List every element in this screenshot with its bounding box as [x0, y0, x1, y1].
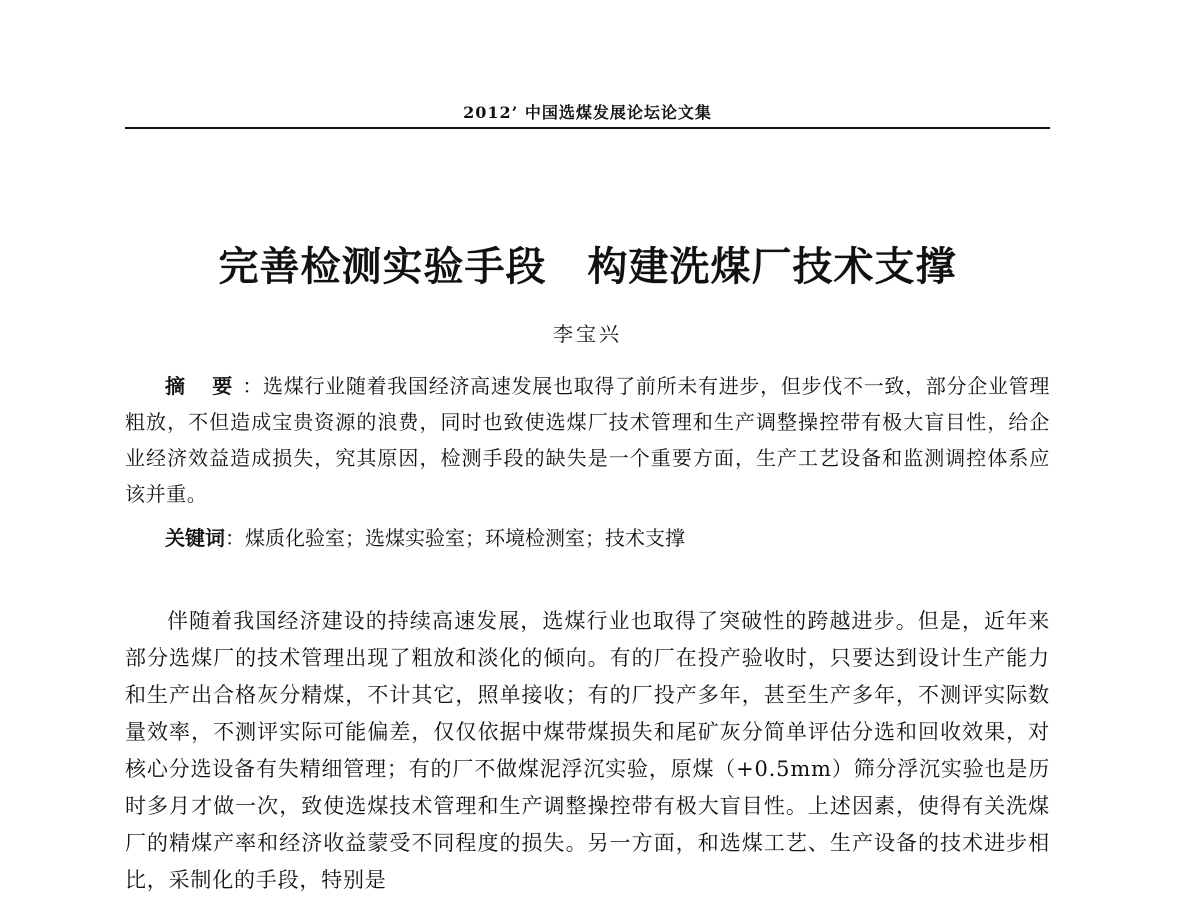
keywords-text: ：煤质化验室；选煤实验室；环境检测室；技术支撑: [225, 526, 685, 550]
abstract-label: 摘 要: [165, 374, 243, 398]
abstract-text: ：选煤行业随着我国经济高速发展也取得了前所未有进步，但步伐不一致，部分企业管理粗放，不但造成宝贵资源的浪费，同时也致使选煤厂技术管理和生产调整操控带有极大盲目性，给企业经济效益造成损失，究其原因，检测手段的缺失是一个重要方面，生产工艺设备和监测调控体系应该并重。: [125, 374, 1050, 506]
body-paragraph: 伴随着我国经济建设的持续高速发展，选煤行业也取得了突破性的跨越进步。但是，近年来部分选煤厂的技术管理出现了粗放和淡化的倾向。有的厂在投产验收时，只要达到设计生产能力和生产出合格灰分精煤，不计其它，照单接收；有的厂投产多年，甚至生产多年，不测评实际数量效率，不测评实际可能偏差，仅仅依据中煤带煤损失和尾矿灰分简单评估分选和回收效果，对核心分选设备有失精细管理；有的厂不做煤泥浮沉实验，原煤（+0.5mm）筛分浮沉实验也是历时多月才做一次，致使选煤技术管理和生产调整操控带有极大盲目性。上述因素，使得有关洗煤厂的精煤产率和经济收益蒙受不同程度的损失。另一方面，和选煤工艺、生产设备的技术进步相比，采制化的手段，特别是: [125, 609, 1050, 892]
header-rule: [125, 127, 1050, 129]
abstract: [125, 368, 1050, 512]
author-name: 李宝兴: [553, 322, 622, 346]
page-title: 完善检测实验手段 构建洗煤厂技术支撑: [218, 244, 957, 290]
running-header: 2012’ 中国选煤发展论坛论文集: [463, 103, 712, 122]
keywords-label: 关键词: [165, 526, 225, 550]
keywords: [125, 520, 1050, 556]
